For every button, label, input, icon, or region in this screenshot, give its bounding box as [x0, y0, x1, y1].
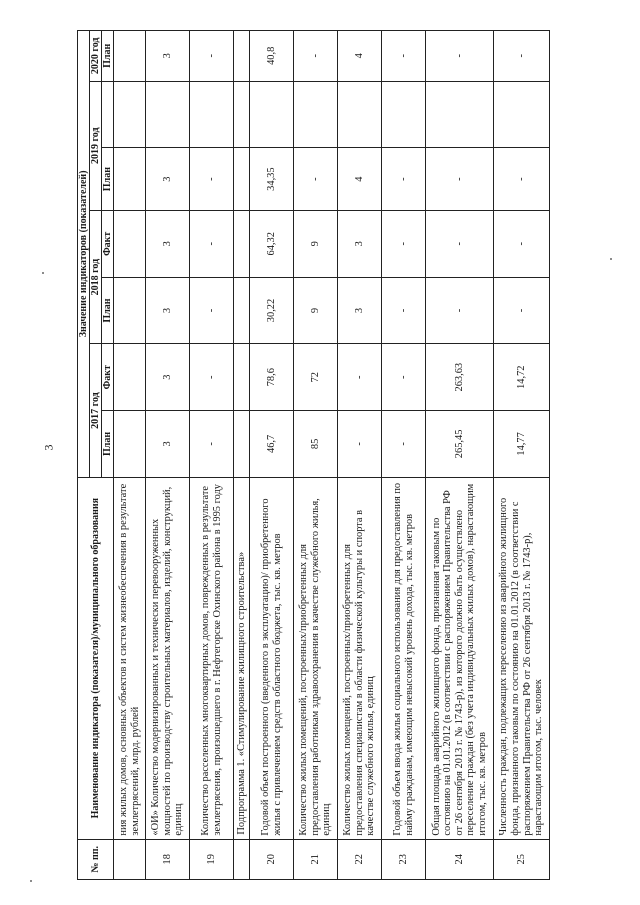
cell-2018-fact: 9 — [294, 210, 338, 277]
cell-2018-plan: 3 — [146, 277, 190, 344]
cell-2018-fact: 64,32 — [250, 210, 294, 277]
cell-2017-fact: 3 — [146, 344, 190, 411]
cell-2018-plan: - — [382, 277, 426, 344]
cell-2020-plan: 40,8 — [250, 31, 294, 82]
cell-2018-plan — [234, 277, 250, 344]
header-year-2020: 2020 год — [90, 31, 102, 82]
row-name: Годовой объем построенного (введенного в эксплуатацию)/ приобретенного жилья с привлечением средств областного бюджета, тыс. кв. метров — [250, 477, 294, 839]
cell-2018-fact — [234, 210, 250, 277]
cell-2019-empty — [382, 81, 426, 148]
subprogram-row — [234, 31, 250, 880]
cell-2017-fact: - — [190, 344, 234, 411]
cell-2017-plan: 265,45 — [426, 411, 494, 478]
cell-2019-plan: 34,35 — [250, 148, 294, 211]
table-row — [250, 31, 294, 880]
row-name: Количество расселенных многоквартирных домов, поврежденных в результате землетрясения, произошедшего в г. Нефтегорске Охинского района в 1995 году — [190, 477, 234, 839]
cell-2019-plan — [114, 148, 146, 211]
cell-2017-plan: 46,7 — [250, 411, 294, 478]
header-year-2017: 2017 год — [90, 344, 102, 477]
cell-2017-plan: 85 — [294, 411, 338, 478]
cell-2020-plan: 3 — [146, 31, 190, 82]
cell-2019-empty — [234, 81, 250, 148]
cell-2020-plan: - — [190, 31, 234, 82]
cell-2019-empty — [114, 81, 146, 148]
scan-speck — [610, 258, 612, 260]
cell-2018-plan: 9 — [294, 277, 338, 344]
indicators-table — [77, 30, 550, 880]
cell-2017-plan: - — [338, 411, 382, 478]
table-row — [114, 31, 146, 880]
cell-2017-fact: 72 — [294, 344, 338, 411]
row-num: 21 — [294, 839, 338, 879]
cell-2017-plan — [234, 411, 250, 478]
cell-2018-plan: - — [494, 277, 550, 344]
row-num: 25 — [494, 839, 550, 879]
cell-2017-plan: 3 — [146, 411, 190, 478]
cell-2020-plan: - — [382, 31, 426, 82]
table-row — [190, 31, 234, 880]
cell-2019-empty — [146, 81, 190, 148]
table-row — [426, 31, 494, 880]
subprogram-title: Подпрограмма 1. «Стимулирование жилищного строительства» — [234, 477, 250, 839]
cell-2018-plan — [114, 277, 146, 344]
table-row — [338, 31, 382, 880]
header-plan: План — [102, 411, 114, 478]
cell-2019-plan: - — [426, 148, 494, 211]
row-num: 19 — [190, 839, 234, 879]
cell-2019-empty — [190, 81, 234, 148]
cell-2017-fact — [114, 344, 146, 411]
cell-2020-plan: 4 — [338, 31, 382, 82]
cell-2020-plan: - — [294, 31, 338, 82]
cell-2017-fact: 14,72 — [494, 344, 550, 411]
cell-2018-fact: - — [494, 210, 550, 277]
cell-2019-plan: - — [190, 148, 234, 211]
cell-2018-fact: 3 — [146, 210, 190, 277]
cell-2020-plan: - — [426, 31, 494, 82]
cell-2019-empty — [426, 81, 494, 148]
cell-2019-plan: 4 — [338, 148, 382, 211]
cell-2019-plan — [234, 148, 250, 211]
cell-2018-plan: - — [190, 277, 234, 344]
cell-2017-fact: - — [382, 344, 426, 411]
cell-2017-plan: 14,77 — [494, 411, 550, 478]
header-year-2018: 2018 год — [90, 210, 102, 343]
cell-2018-plan: 3 — [338, 277, 382, 344]
row-name: Общая площадь аварийного жилищного фонда, признанная таковым по состоянию на 01.01.2012 (в соответствии с распоряжением Правительства РФ от 26 сентября 2013 г. № 1743-р), из которого должно быть осуществлено переселение граждан (без учета индивидуальных жилых домов), нарастающим итогом, тыс. кв. метров — [426, 477, 494, 839]
cell-2019-plan: - — [494, 148, 550, 211]
cell-2018-plan: - — [426, 277, 494, 344]
cell-2020-plan — [114, 31, 146, 82]
cell-2017-fact — [234, 344, 250, 411]
table-row — [382, 31, 426, 880]
row-name: Годовой объем ввода жилья социального использования для предоставления по найму гражданам, имеющим невысокий уровень дохода, тыс. кв. метров — [382, 477, 426, 839]
cell-2017-fact: 263,63 — [426, 344, 494, 411]
table-row — [494, 31, 550, 880]
header-name: Наименование индикатора (показателя)/муниципального образования — [78, 477, 114, 839]
cell-2018-fact: - — [382, 210, 426, 277]
cell-2019-plan: 3 — [146, 148, 190, 211]
cell-2017-fact: 78,6 — [250, 344, 294, 411]
cell-2019-empty — [338, 81, 382, 148]
header-fact: Факт — [102, 210, 114, 277]
header-fact: Факт — [102, 344, 114, 411]
cell-2019-plan: - — [294, 148, 338, 211]
cell-2018-fact: - — [426, 210, 494, 277]
row-num — [114, 839, 146, 879]
header-year-2019: 2019 год — [90, 81, 102, 210]
page-number: 3 — [41, 444, 56, 451]
cell-2017-plan: - — [382, 411, 426, 478]
cell-2017-fact: - — [338, 344, 382, 411]
row-num: 22 — [338, 839, 382, 879]
header-group: Значение индикаторов (показателей) — [78, 31, 90, 478]
row-name: Численность граждан, подлежащих переселению из аварийного жилищного фонда, признанного таковым по состоянию на 01.01.2012 (в соответствии с распоряжением Правительства РФ от 26 сентября 2013 г. № 1743-р), нарастающим итогом, тыс. человек — [494, 477, 550, 839]
cell-2020-plan — [234, 31, 250, 82]
row-num: 24 — [426, 839, 494, 879]
header-empty — [102, 81, 114, 148]
row-num — [234, 839, 250, 879]
row-name: Количество жилых помещений, построенных/приобретенных для предоставления специалистам в области физической культуры и спорта в качестве служебного жилья, единиц — [338, 477, 382, 839]
cell-2020-plan: - — [494, 31, 550, 82]
header-plan: План — [102, 148, 114, 211]
cell-2019-empty — [294, 81, 338, 148]
cell-2019-plan: - — [382, 148, 426, 211]
scan-speck — [30, 880, 32, 882]
row-num: 20 — [250, 839, 294, 879]
header-plan: План — [102, 31, 114, 82]
row-name: Количество жилых помещений, построенных/приобретенных для предоставления работникам здравоохранения в качестве служебного жилья, единиц — [294, 477, 338, 839]
cell-2019-empty — [250, 81, 294, 148]
cell-2019-empty — [494, 81, 550, 148]
cell-2018-fact: 3 — [338, 210, 382, 277]
cell-2017-plan: - — [190, 411, 234, 478]
row-num: 23 — [382, 839, 426, 879]
cell-2017-plan — [114, 411, 146, 478]
table-row — [146, 31, 190, 880]
scan-speck — [42, 272, 44, 274]
header-plan: План — [102, 277, 114, 344]
header-num: № пп. — [78, 839, 114, 879]
cell-2018-fact: - — [190, 210, 234, 277]
cell-2018-fact — [114, 210, 146, 277]
cell-2018-plan: 30,22 — [250, 277, 294, 344]
table-row — [294, 31, 338, 880]
row-name: ния жилых домов, основных объектов и систем жизнеобеспечения в результате землетрясений, млрд. рублей — [114, 477, 146, 839]
rotated-table-container — [77, 30, 570, 880]
row-name: «ОИ» Количество модернизированных и технически перевооруженных мощностей по производству строительных материалов, изделий, конструкций, единиц — [146, 477, 190, 839]
row-num: 18 — [146, 839, 190, 879]
